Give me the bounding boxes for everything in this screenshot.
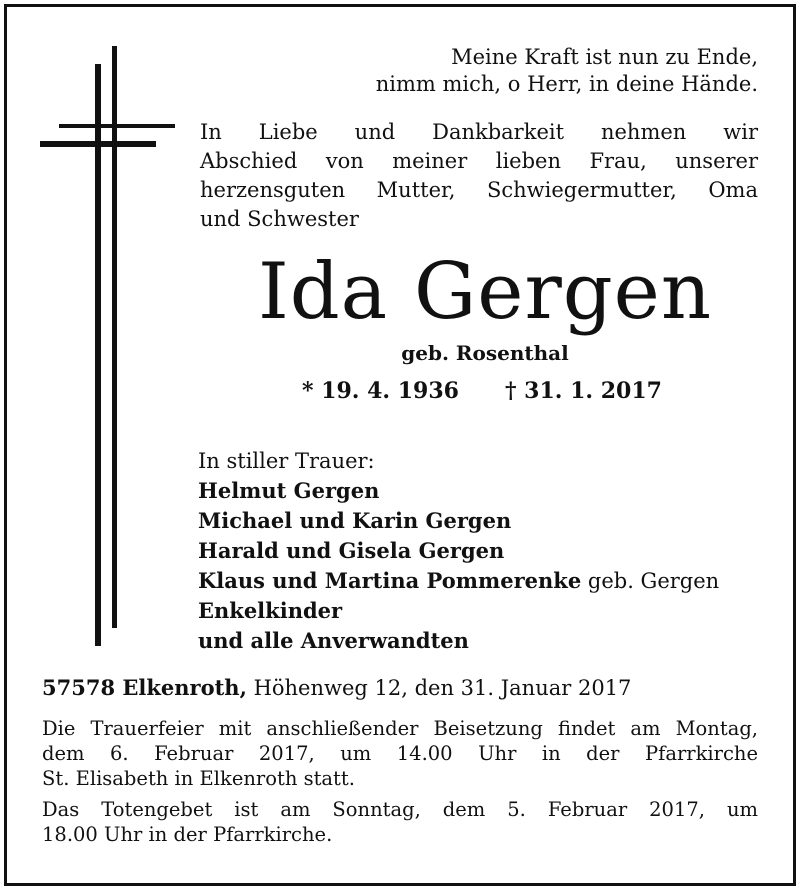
motto-line: Meine Kraft ist nun zu Ende, (451, 45, 758, 69)
funeral-notice (42, 716, 758, 791)
funeral-line: dem 6. Februar 2017, um 14.00 Uhr in der Pfarrkirche (42, 742, 758, 765)
intro-line: und Schwester (200, 207, 359, 231)
prayer-line: Das Totengebet ist am Sonntag, dem 5. Februar 2017, um (42, 798, 758, 821)
prayer-line: 18.00 Uhr in der Pfarrkirche. (42, 823, 333, 846)
intro-line: In Liebe und Dankbarkeit nehmen wir (200, 120, 758, 144)
mourners-list (198, 447, 758, 656)
motto-line: nimm mich, o Herr, in deine Hände. (375, 72, 758, 96)
location-place: 57578 Elkenroth, (42, 675, 247, 700)
prayer-notice (42, 797, 758, 847)
mourner-line: und alle Anverwandten (198, 628, 469, 653)
mourner-line: Michael und Karin Gergen (198, 508, 512, 533)
mourner-line: Enkelkinder (198, 598, 343, 623)
mourner-line: Harald und Gisela Gergen (198, 538, 505, 563)
birth-date: * 19. 4. 1936 (302, 378, 459, 404)
mourners-heading: In stiller Trauer: (198, 449, 375, 473)
maiden-name: geb. Rosenthal (401, 341, 569, 365)
location-line (42, 673, 758, 703)
motto-verse (300, 44, 758, 98)
funeral-line: Die Trauerfeier mit anschließender Beisetzung findet am Montag, (42, 717, 758, 740)
location-address-date: Höhenweg 12, den 31. Januar 2017 (253, 676, 632, 700)
intro-line: herzensguten Mutter, Schwiegermutter, Oma (200, 178, 758, 202)
mourner-line: Helmut Gergen (198, 478, 380, 503)
intro-text (200, 118, 758, 234)
death-date: † 31. 1. 2017 (505, 378, 662, 404)
funeral-line: St. Elisabeth in Elkenroth statt. (42, 767, 355, 790)
deceased-name: Ida Gergen (257, 247, 713, 337)
intro-line: Abschied von meiner lieben Frau, unserer (200, 149, 758, 173)
mourner-line: Klaus und Martina Pommerenke geb. Gergen (198, 568, 720, 593)
